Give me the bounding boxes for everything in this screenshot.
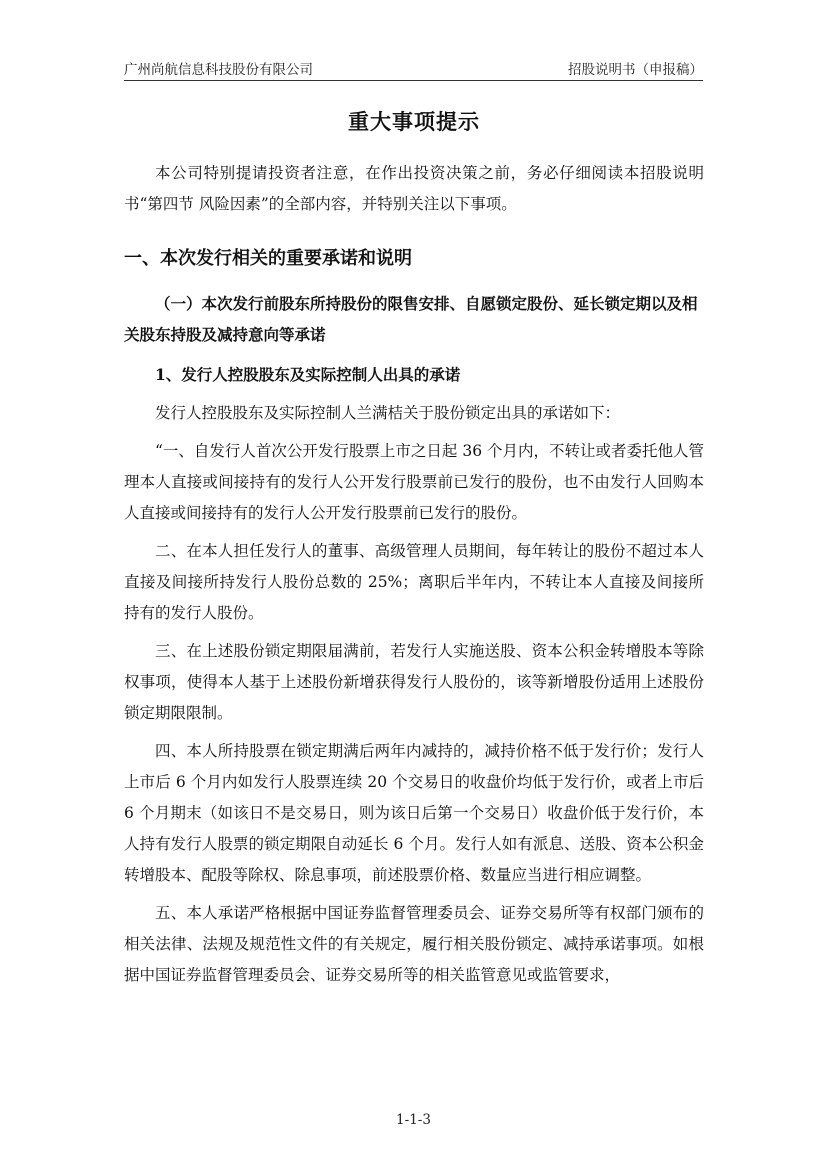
page-title: 重大事项提示 (348, 109, 480, 134)
section-heading: 一、本次发行相关的重要承诺和说明 (124, 248, 412, 269)
commitment-paragraph-5: 五、本人承诺严格根据中国证券监督管理委员会、证券交易所等有权部门颁布的相关法律、法规及规范性文件的有关规定，履行相关股份锁定、减持承诺事项。如根据中国证券监督管理委员会、证券交易所等的相关监管意见或监管要求， (124, 904, 704, 984)
subsection-heading: （一）本次发行前股东所持股份的限售安排、自愿锁定股份、延长锁定期以及相关股东持股及减持意向等承诺 (124, 294, 698, 344)
page-header (124, 58, 703, 81)
commitment-paragraph-4: 四、本人所持股票在锁定期满后两年内减持的，减持价格不低于发行价；发行人上市后 6 个月内如发行人股票连续 20 个交易日的收盘价均低于发行价，或者上市后 6 个月期末（如该日不是交易日，则为该日后第一个交易日）收盘价低于发行价，本人持有发行人股票的锁定期限自动延长 6 个月。发行人如有派息、送股、资本公积金转增股本、配股等除权、除息事项，前述股票价格、数量应当进行相应调整。 (124, 742, 704, 884)
item-heading: 1、发行人控股股东及实际控制人出具的承诺 (155, 365, 461, 384)
header-company-name: 广州尚航信息科技股份有限公司 (124, 62, 313, 78)
commitment-paragraph-2: 二、在本人担任发行人的董事、高级管理人员期间，每年转让的股份不超过本人直接及间接所持发行人股份总数的 25%；离职后半年内，不转让本人直接及间接所持有的发行人股份。 (124, 542, 704, 622)
commitment-paragraph-1: “一、自发行人首次公开发行股票上市之日起 36 个月内，不转让或者委托他人管理本人直接或间接持有的发行人公开发行股票前已发行的股份，也不由发行人回购本人直接或间接持有的发行人公开发行股票前已发行的股份。 (124, 442, 705, 522)
header-document-type: 招股说明书（申报稿） (568, 62, 703, 78)
intro-paragraph: 本公司特别提请投资者注意，在作出投资决策之前，务必仔细阅读本招股说明书“第四节 风险因素”的全部内容，并特别关注以下事项。 (124, 164, 704, 213)
commitment-paragraph-3: 三、在上述股份锁定期限届满前，若发行人实施送股、资本公积金转增股本等除权事项，使得本人基于上述股份新增获得发行人股份的，该等新增股份适用上述股份锁定期限限制。 (124, 642, 704, 722)
page-content (124, 106, 704, 991)
page-number: 1-1-3 (396, 1112, 431, 1128)
commitment-lead: 发行人控股股东及实际控制人兰满桔关于股份锁定出具的承诺如下： (155, 404, 621, 422)
